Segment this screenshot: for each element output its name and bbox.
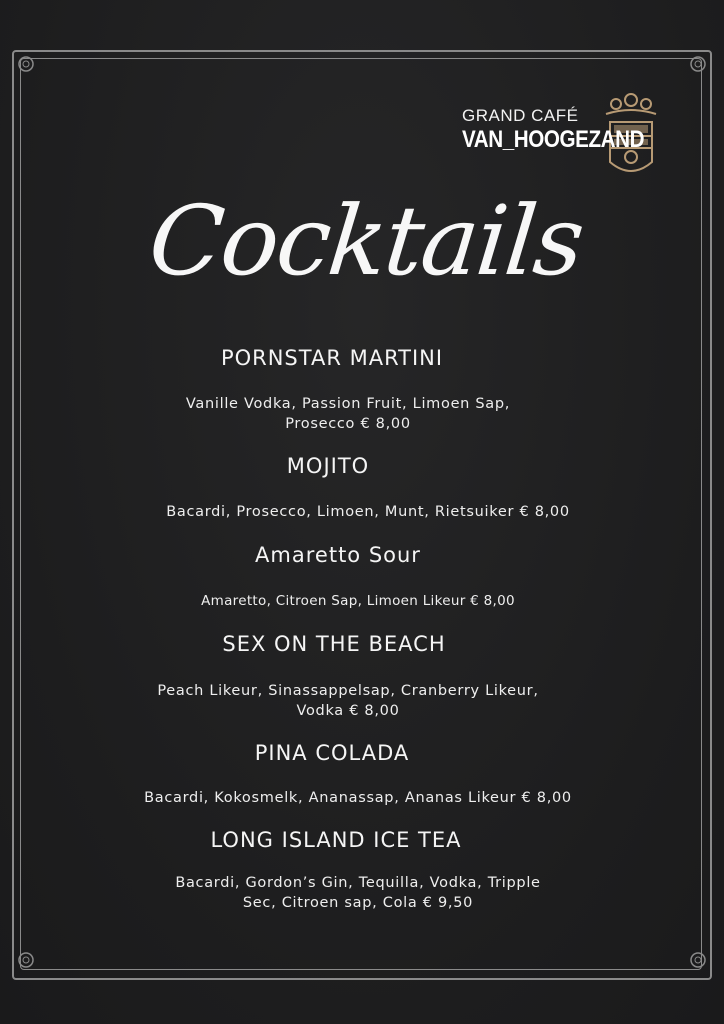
- item-name: PINA COLADA: [254, 741, 410, 765]
- corner-ornament-bottom-right: [680, 942, 710, 972]
- item-description: Peach Likeur, Sinassappelsap, Cranberry Likeur, Vodka € 8,00: [157, 683, 539, 719]
- item-name: MOJITO: [286, 454, 370, 478]
- logo-grand-cafe: GRAND CAFÉ: [462, 106, 579, 125]
- item-description: Bacardi, Prosecco, Limoen, Munt, Rietsuiker € 8,00: [166, 504, 570, 520]
- item-name: Amaretto Sour: [255, 543, 421, 567]
- corner-ornament-top-right: [680, 52, 710, 82]
- item-name: PORNSTAR MARTINI: [220, 346, 444, 370]
- item-name: SEX ON THE BEACH: [222, 632, 446, 656]
- item-name: LONG ISLAND ICE TEA: [210, 828, 462, 852]
- item-description: Bacardi, Kokosmelk, Ananassap, Ananas Likeur € 8,00: [144, 790, 572, 806]
- corner-ornament-bottom-left: [14, 942, 44, 972]
- logo-van-hoogezand: VAN_HOOGEZAND: [462, 126, 645, 153]
- page-title: Cocktails: [144, 185, 588, 297]
- item-description: Vanille Vodka, Passion Fruit, Limoen Sap, Prosecco € 8,00: [185, 396, 511, 432]
- corner-ornament-top-left: [14, 52, 44, 82]
- item-description: Bacardi, Gordon’s Gin, Tequilla, Vodka, Tripple Sec, Citroen sap, Cola € 9,50: [175, 875, 541, 911]
- item-description: Amaretto, Citroen Sap, Limoen Likeur € 8,00: [201, 593, 515, 609]
